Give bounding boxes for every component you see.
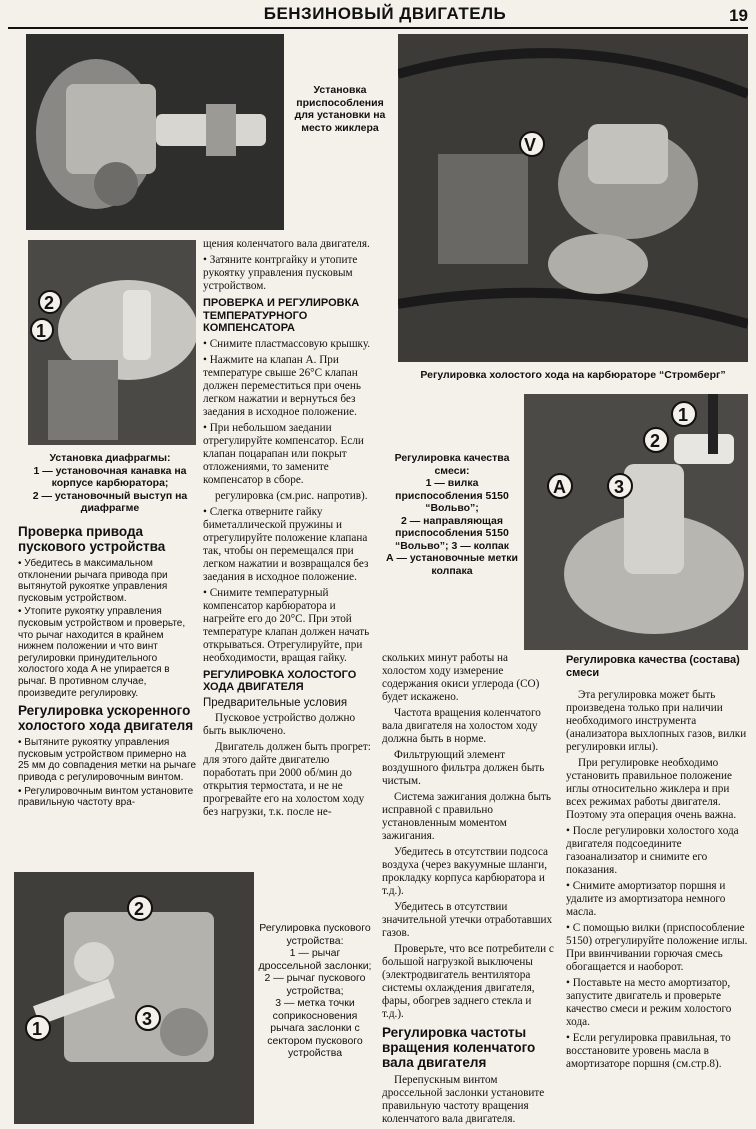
column-1 xyxy=(18,520,198,811)
col4-item: • Поставьте на место амортизатор, запустите двигатель и проверьте качество смеси и режим холостого хода. xyxy=(566,977,732,1028)
page-number: 19 xyxy=(729,6,748,25)
col4-para: Эта регулировка может быть произведена только при наличии необходимого инструмента (анализатора выхлопных газов, вилки регулировки иглы). xyxy=(566,689,747,753)
heading-mixture-quality: Регулировка качества (состава) смеси xyxy=(566,654,740,679)
photo-stromberg-image xyxy=(398,34,748,362)
col1-item: • Утопите рукоятку управления пусковым устройством и проверьте, что рычаг находится в крайнем нижнем положении и что винт регулировки принудительного холостого хода А не упирается в рычаг. В противном случае, произведите регулировку. xyxy=(18,606,186,699)
running-header-title: БЕНЗИНОВЫЙ ДВИГАТЕЛЬ xyxy=(263,4,507,23)
col2-para: Двигатель должен быть прогрет: для этого дайте двигателю поработать при 2000 об/мин до открытия термостата, и не не прогревайте его на холостом ходу без нагрузки, т.к. после не- xyxy=(203,740,371,818)
col1-item: • Убедитесь в максимальном отклонении рычага привода при вытянутой рукоятке управления пусковым устройством. xyxy=(18,558,168,604)
starter-label-2: 2 xyxy=(134,899,145,919)
col2-item: • При небольшом заедании отрегулируйте компенсатор. Если клапан поцарапан или покрыт отложениями, то замените компенсатор в сборе. xyxy=(203,421,364,486)
heading-idle-adjust: РЕГУЛИРОВКА ХОЛОСТОГО ХОДА ДВИГАТЕЛЯ xyxy=(203,668,357,693)
mixture-label-1: 1 xyxy=(678,405,689,425)
mixture-label-a: A xyxy=(553,477,566,497)
heading-crank-speed: Регулировка частоты вращения коленчатого вала двигателя xyxy=(382,1025,536,1070)
heading-starter-drive-check: Проверка привода пускового устройства xyxy=(18,524,166,554)
mixture-label-3: 3 xyxy=(614,477,625,497)
caption-stromberg: Регулировка холостого хода на карбюраторе “Стромберг” xyxy=(420,369,726,381)
column-2 xyxy=(203,238,375,822)
caption-mixture: Регулировка качества смеси: 1 — вилка приспособления 5150 “Вольво”; 2 — направляющая приспособления 5150 “Вольво”; 3 — колпак А — установочные метки колпака xyxy=(385,452,519,577)
col3-para: Частота вращения коленчатого вала двигателя на холостом ходу должна быть в норме. xyxy=(382,707,541,745)
col4-item: • После регулировки холостого хода двигателя подсоедините газоанализатор и снимите его показания. xyxy=(566,825,739,876)
col2-item: • Снимите пластмассовую крышку. xyxy=(203,337,371,350)
col3-para: Фильтрующий элемент воздушного фильтра должен быть чистым. xyxy=(382,749,545,787)
caption-diaphragm: Установка диафрагмы: 1 — установочная канавка на корпусе карбюратора; 2 — установочный выступ на диафрагме xyxy=(32,452,188,514)
col2-para: Пусковое устройство должно быть выключено. xyxy=(203,711,356,737)
col2-para: • Затяните контргайку и утопите рукоятку управления пусковым устройством. xyxy=(203,254,358,292)
starter-label-1: 1 xyxy=(32,1019,43,1039)
caption-starter: Регулировка пускового устройства: 1 — рычаг дроссельной заслонки; 2 — рычаг пускового устройства; 3 — метка точки соприкосновения рычага заслонки с сектором пускового устройства xyxy=(258,922,372,1059)
photo-starter-image xyxy=(14,872,254,1124)
col3-para: Убедитесь в отсутствии подсоса воздуха (через вакуумные шланги, прокладку корпуса карбюратора и т.д.). xyxy=(382,846,549,897)
col2-item: • Снимите температурный компенсатор карбюратора и нагрейте его до 20°С. При этой температуре клапан должен начать открываться. Отрегулируйте, при необходимости, вращая гайку. xyxy=(203,586,370,664)
col2-item: регулировка (см.рис. напротив). xyxy=(215,489,368,502)
heading-fast-idle: Регулировка ускоренного холостого хода двигателя xyxy=(18,703,194,734)
stromberg-label-v: V xyxy=(524,135,537,155)
photo-jet-tool xyxy=(26,34,284,230)
col4-item: • С помощью вилки (приспособление 5150) отрегулируйте положение иглы. При ввинчивании горючая смесь обогащается и наоборот. xyxy=(566,922,748,973)
col2-para: щения коленчатого вала двигателя. xyxy=(203,238,370,250)
diaphragm-label-2: 2 xyxy=(44,293,55,313)
col3-para: Система зажигания должна быть исправной с правильно установленным моментом зажигания. xyxy=(382,791,552,842)
col4-item: • Если регулировка правильная, то восстановите уровень масла в амортизаторе поршня (см.стр.8). xyxy=(566,1032,731,1070)
col1-item: • Вытяните рукоятку управления пусковым устройством примерно на 25 мм до совпадения метки на рычаге привода с регулировочным винтом. xyxy=(18,737,197,783)
col3-para: Проверьте, что все потребители с большой нагрузкой выключены (электродвигатель вентилятора системы охлаждения двигателя, фары, обогрев заднего стекла и т.д.). xyxy=(382,943,554,1020)
col3-para: Убедитесь в отсутствии значительной утечки отработавших газов. xyxy=(382,901,553,939)
subheading-preconditions: Предварительные условия xyxy=(203,696,348,709)
header-rule xyxy=(8,27,748,29)
col4-para: При регулировке необходимо установить правильное положение иглы относительно жиклера и при всех режимах работы двигателя. Поэтому эта операция очень важна. xyxy=(566,757,737,821)
mixture-label-2: 2 xyxy=(650,431,661,451)
col1-item: • Регулировочным винтом установите правильную частоту вра- xyxy=(18,785,194,809)
heading-temp-compensator: ПРОВЕРКА И РЕГУЛИРОВКА ТЕМПЕРАТУРНОГО КОМПЕНСАТОРА xyxy=(203,297,360,334)
col3-para: скольких минут работы на холостом ходу измерение содержания окиси углерода (СО) будет искажено. xyxy=(382,652,540,703)
photo-mixture-image xyxy=(524,394,748,650)
col3-para: Перепускным винтом дроссельной заслонки установите правильную частоту вращения коленчатого вала двигателя. xyxy=(382,1074,545,1125)
diaphragm-label-1: 1 xyxy=(36,321,47,341)
col2-item: • Нажмите на клапан А. При температуре свыше 26°С клапан должен переместиться при очень легком нажатии и вернуться без заедания в исходное положение. xyxy=(203,353,361,418)
col2-item: • Слегка отверните гайку биметаллической пружины и отрегулируйте положение клапана так, чтобы он перемещался при легком нажатии и возвращался без заедания в исходное положение. xyxy=(203,505,369,583)
photo-diaphragm xyxy=(28,240,196,445)
photo-diaphragm-image xyxy=(28,240,196,445)
column-4 xyxy=(566,654,748,1074)
column-3 xyxy=(382,652,554,1129)
starter-label-3: 3 xyxy=(142,1009,153,1029)
photo-starter xyxy=(14,872,254,1124)
photo-stromberg xyxy=(398,34,748,362)
photo-mixture xyxy=(524,394,748,650)
caption-jet-tool: Установка приспособления для установки на место жиклера xyxy=(294,84,386,134)
col4-item: • Снимите амортизатор поршня и удалите из амортизатора немного масла. xyxy=(566,880,726,918)
photo-jet-tool-image xyxy=(26,34,284,230)
